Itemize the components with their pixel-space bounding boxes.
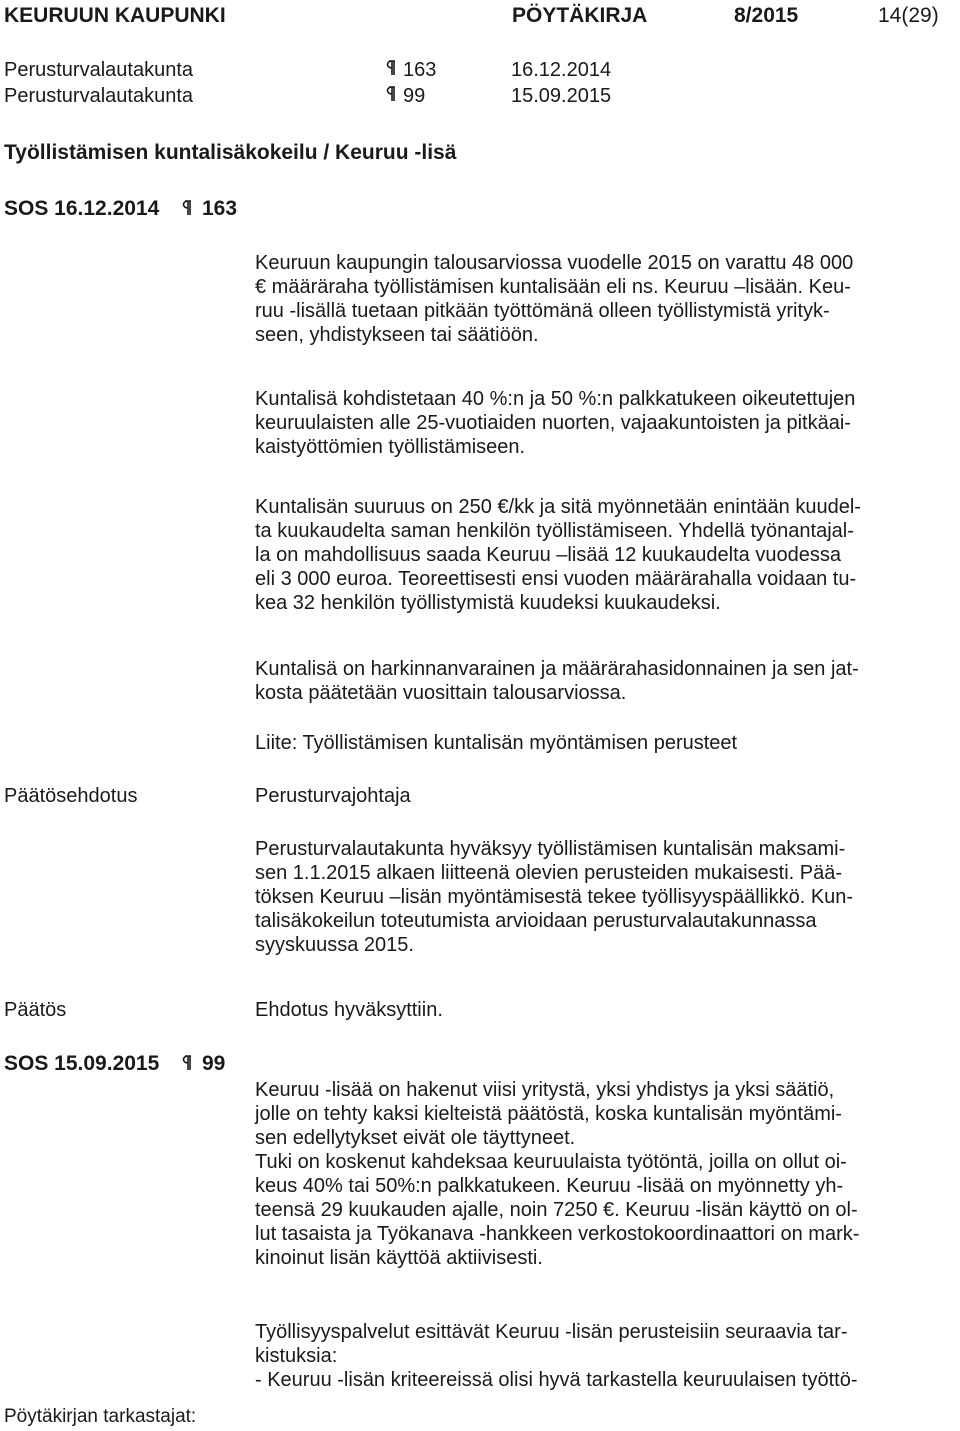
- text-line: kea 32 henkilön työllistymistä kuudeksi kuukaudeksi.: [255, 592, 721, 614]
- attachment-note: [255, 731, 737, 755]
- text-line: sen 1.1.2015 alkaen liitteenä olevien perusteiden mukaisesti. Pää-: [255, 862, 843, 884]
- doc-number: 8/2015: [734, 4, 799, 27]
- text-line: teensä 29 kuukauden ajalle, noin 7250 €. Keuruu -lisän käyttö on ol-: [255, 1199, 858, 1221]
- text-line: Kuntalisä on harkinnanvarainen ja määrärahasidonnainen ja sen jat-: [255, 658, 859, 680]
- text-line: Työllisyyspalvelut esittävät Keuruu -lisän perusteisiin seuraavia tar-: [255, 1321, 848, 1343]
- body-paragraph: [255, 1320, 858, 1392]
- text-line: - Keuruu -lisän kriteereissä olisi hyvä tarkastella keuruulaisen työttö-: [255, 1369, 858, 1391]
- body-paragraph: [255, 251, 853, 347]
- org-name: KEURUUN KAUPUNKI: [4, 4, 226, 27]
- text-line: talisäkokeilun toteutumista arvioidaan perusturvalautakunnassa: [255, 910, 817, 932]
- text-line: Kuntalisä kohdistetaan 40 %:n ja 50 %:n palkkatukeen oikeutettujen: [255, 388, 856, 410]
- paragraph-icon: [385, 86, 396, 105]
- doc-type: PÖYTÄKIRJA: [512, 4, 648, 27]
- text-line: jolle on tehty kaksi kielteistä päätöstä, koska kuntalisän myöntämi-: [255, 1103, 842, 1125]
- text-line: sen edellytykset eivät ole täyttyneet.: [255, 1127, 576, 1149]
- paragraph-icon: [181, 1055, 192, 1074]
- body-paragraph: [255, 387, 855, 459]
- text-line: Kuntalisän suuruus on 250 €/kk ja sitä myönnetään enintään kuudel-: [255, 496, 861, 518]
- text-line: Keuruun kaupungin talousarviossa vuodelle 2015 on varattu 48 000: [255, 252, 854, 274]
- text-line: kosta päätetään vuosittain talousarviossa.: [255, 682, 627, 704]
- text-line: Keuruu -lisää on hakenut viisi yritystä, yksi yhdistys ja yksi säätiö,: [255, 1079, 835, 1101]
- paragraph-icon: [385, 60, 396, 79]
- section-title: Työllistämisen kuntalisäkokeilu / Keuruu -lisä: [4, 141, 457, 164]
- text-line: € määräraha työllistämisen kuntalisään eli ns. Keuruu –lisään. Keu-: [255, 276, 851, 298]
- text-line: ruu -lisällä tuetaan pitkään työttömänä olleen työllistymistä yrityk-: [255, 300, 830, 322]
- text-line: Ehdotus hyväksyttiin.: [255, 999, 443, 1021]
- text-line: keus 40% tai 50%:n palkkatukeen. Keuruu -lisää on myönnetty yh-: [255, 1175, 844, 1197]
- text-line: kistuksia:: [255, 1345, 338, 1367]
- text-line: eli 3 000 euroa. Teoreettisesti ensi vuoden määrärahalla voidaan tu-: [255, 568, 857, 590]
- presenter: [255, 784, 411, 808]
- paragraph-icon: [181, 200, 192, 219]
- inspectors-label: Pöytäkirjan tarkastajat:: [4, 1406, 197, 1427]
- text-line: syyskuussa 2015.: [255, 934, 414, 956]
- text-line: lut tasaista ja Työkanava -hankkeen verkostokoordinaattori on mark-: [255, 1223, 860, 1245]
- text-line: kaistyöttömien työllistämiseen.: [255, 436, 526, 458]
- text-line: ta kuukaudelta saman henkilön työllistämiseen. Yhdellä työnantajal-: [255, 520, 854, 542]
- text-line: Tuki on koskenut kahdeksaa keuruulaista työtöntä, joilla on ollut oi-: [255, 1151, 847, 1173]
- ref-date: 16.12.2014: [511, 59, 612, 81]
- decision-text: [255, 998, 443, 1022]
- proposal-text: [255, 837, 853, 957]
- ref-number: 163: [403, 59, 437, 81]
- text-line: Perusturvajohtaja: [255, 785, 411, 807]
- text-line: la on mahdollisuus saada Keuruu –lisää 12 kuukaudelta vuodessa: [255, 544, 841, 566]
- text-line: keuruulaisten alle 25-vuotiaiden nuorten, vajaakuntoisten ja pitkäai-: [255, 412, 851, 434]
- text-line: töksen Keuruu –lisän myöntämisestä tekee työllisyyspäällikkö. Kun-: [255, 886, 854, 908]
- ref-body: Perusturvalautakunta: [4, 59, 194, 81]
- text-line: Perusturvalautakunta hyväksyy työllistämisen kuntalisän maksami-: [255, 838, 846, 860]
- decision-label: Päätös: [4, 999, 67, 1021]
- session-number: 99: [202, 1052, 226, 1075]
- text-line: seen, yhdistykseen tai säätiöön.: [255, 324, 539, 346]
- ref-body: Perusturvalautakunta: [4, 85, 194, 107]
- text-line: Liite: Työllistämisen kuntalisän myöntämisen perusteet: [255, 732, 738, 754]
- session-number: 163: [202, 197, 238, 220]
- body-paragraph: [255, 495, 861, 615]
- session-label: SOS 15.09.2015: [4, 1052, 160, 1075]
- text-line: kinoinut lisän käyttöä aktiivisesti.: [255, 1247, 543, 1269]
- session-label: SOS 16.12.2014: [4, 197, 160, 220]
- proposal-label: Päätösehdotus: [4, 785, 138, 807]
- body-paragraph: [255, 1078, 859, 1270]
- ref-date: 15.09.2015: [511, 85, 612, 107]
- page-number: 14(29): [878, 4, 939, 27]
- ref-number: 99: [403, 85, 426, 107]
- body-paragraph: [255, 657, 859, 705]
